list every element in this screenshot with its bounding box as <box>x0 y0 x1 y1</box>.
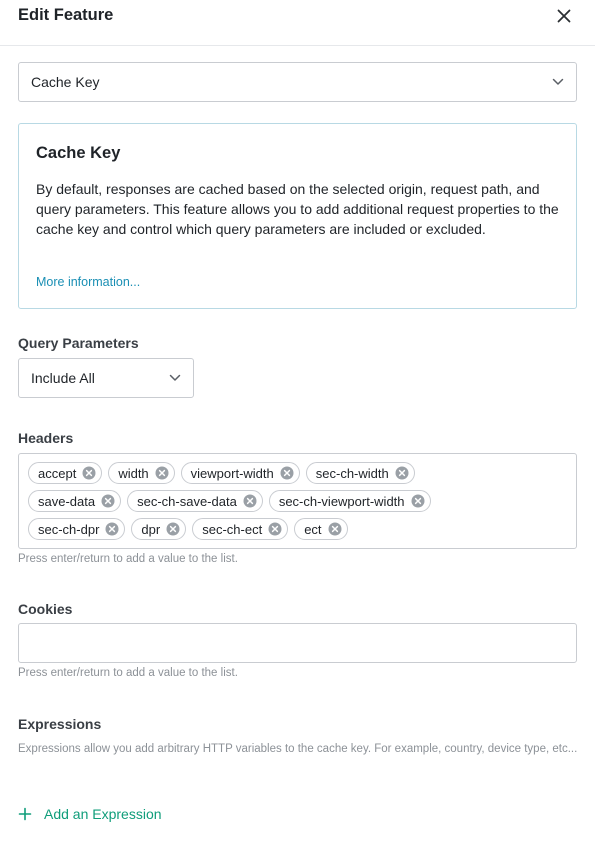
headers-label: Headers <box>18 430 74 446</box>
add-expression-button[interactable] <box>18 806 162 822</box>
info-title: Cache Key <box>36 144 121 162</box>
headers-tag-input[interactable] <box>18 453 577 549</box>
tag-label: viewport-width <box>190 465 274 481</box>
tag-label: dpr <box>141 521 161 537</box>
expressions-description: Expressions allow you add arbitrary HTTP variables to the cache key. For example, country, device type, etc... <box>18 743 578 755</box>
tags-row <box>28 462 415 484</box>
remove-circle-icon[interactable] <box>328 522 342 536</box>
query-parameters-value: Include All <box>31 370 95 386</box>
remove-circle-icon[interactable] <box>82 466 96 480</box>
tag-label: save-data <box>38 493 96 509</box>
tag-label: sec-ch-width <box>315 465 389 481</box>
feature-type-value: Cache Key <box>31 74 100 90</box>
header-tag <box>306 462 415 484</box>
tag-label: ect <box>304 521 322 537</box>
tag-label: accept <box>38 465 77 481</box>
query-parameters-select[interactable] <box>18 358 194 398</box>
feature-info-panel <box>18 123 577 309</box>
remove-circle-icon[interactable] <box>395 466 409 480</box>
header-tag <box>131 518 186 540</box>
cookies-input[interactable] <box>18 623 577 663</box>
query-parameters-label: Query Parameters <box>18 335 139 351</box>
header-tag <box>108 462 174 484</box>
remove-circle-icon[interactable] <box>155 466 169 480</box>
cookies-hint: Press enter/return to add a value to the list. <box>18 667 238 679</box>
header-tag <box>28 462 102 484</box>
tag-label: sec-ch-ect <box>202 521 263 537</box>
feature-type-select[interactable] <box>18 62 577 102</box>
header-tag <box>28 490 121 512</box>
tag-label: sec-ch-save-data <box>137 493 237 509</box>
info-description: By default, responses are cached based on the selected origin, request path, and query parameters. This feature allows you to add additional request properties to the cache key and control which query parameters are included or excluded. <box>36 181 559 237</box>
remove-circle-icon[interactable] <box>101 494 115 508</box>
expressions-label: Expressions <box>18 716 102 732</box>
cookies-label: Cookies <box>18 601 73 617</box>
tags-row <box>28 490 431 512</box>
close-icon <box>553 5 575 27</box>
remove-circle-icon[interactable] <box>243 494 257 508</box>
dialog-header <box>0 0 595 46</box>
chevron-down-icon <box>552 78 564 86</box>
more-information-link[interactable]: More information... <box>36 275 141 289</box>
tag-label: sec-ch-viewport-width <box>278 493 405 509</box>
remove-circle-icon[interactable] <box>105 522 119 536</box>
close-button[interactable] <box>553 5 575 27</box>
remove-circle-icon[interactable] <box>280 466 294 480</box>
header-tag <box>192 518 288 540</box>
headers-hint: Press enter/return to add a value to the list. <box>18 553 238 565</box>
plus-icon <box>18 807 32 821</box>
chevron-down-icon <box>169 374 181 382</box>
remove-circle-icon[interactable] <box>411 494 425 508</box>
remove-circle-icon[interactable] <box>268 522 282 536</box>
header-tag <box>127 490 263 512</box>
header-tag <box>28 518 125 540</box>
add-expression-label: Add an Expression <box>44 806 162 822</box>
dialog-title: Edit Feature <box>18 6 114 24</box>
header-tag <box>269 490 431 512</box>
tag-label: sec-ch-dpr <box>38 521 100 537</box>
remove-circle-icon[interactable] <box>166 522 180 536</box>
header-tag <box>294 518 347 540</box>
header-tag <box>181 462 300 484</box>
tags-row <box>28 518 348 540</box>
tag-label: width <box>118 465 149 481</box>
